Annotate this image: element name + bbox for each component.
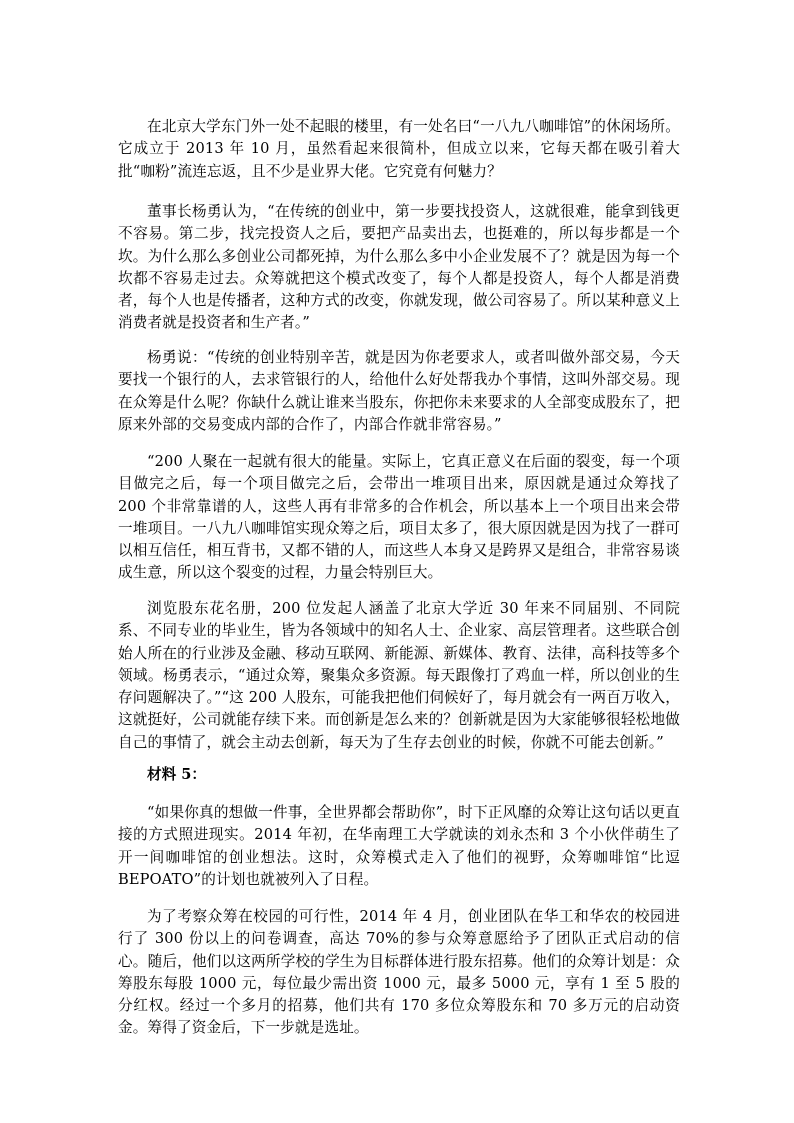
section-heading-material-5: 材料 5：	[147, 766, 207, 783]
paragraph-200-people-energy: “200 人聚在一起就有很大的能量。实际上，它真正意义在后面的裂变，每一个项目做完之后，每一个项目做完之后，会带出一堆项目出来，原因就是通过众筹找了 200 个非常靠谱的人，这些人再有非常多的合作机会，所以基本上一个项目出来会带一堆项目。一八九八咖啡馆实现众筹之后，项目太多了，很大原因就是因为找了一群可以相互信任，相互背书，又都不错的人，而这些人本身又是跨界又是组合，非常容易谈成生意，所以这个裂变的过程，力量会特别巨大。	[118, 453, 680, 582]
paragraph-chairman-view: 董事长杨勇认为，“在传统的创业中，第一步要找投资人，这就很难，能拿到钱更不容易。第二步，找完投资人之后，要把产品卖出去，也挺难的，所以每步都是一个坎。为什么那么多创业公司都死掉，为什么那么多中小企业发展不了？就是因为每一个坎都不容易走过去。众筹就把这个模式改变了，每个人都是投资人，每个人都是消费者，每个人也是传播者，这种方式的改变，你就发现，做公司容易了。所以某种意义上消费者就是投资者和生产者。”	[118, 203, 680, 332]
paragraph-bepoato-idea: “如果你真的想做一件事，全世界都会帮助你”，时下正风靡的众筹让这句话以更直接的方式照进现实。2014 年初，在华南理工大学就读的刘永杰和 3 个小伙伴萌生了开一间咖啡馆的创业想法。这时，众筹模式走入了他们的视野，众筹咖啡馆“比逗 BEPOATO”的计划也就被列入了日程。	[118, 804, 680, 888]
paragraph-traditional-startup: 杨勇说：“传统的创业特别辛苦，就是因为你老要求人，或者叫做外部交易，今天要找一个银行的人，去求管银行的人，给他什么好处帮我办个事情，这叫外部交易。现在众筹是什么呢？你缺什么就让谁来当股东，你把你未来要求的人全部变成股东了，把原来外部的交易变成内部的合作了，内部合作就非常容易。”	[118, 349, 680, 433]
paragraph-1888-cafe-intro: 在北京大学东门外一处不起眼的楼里，有一处名曰“一八九八咖啡馆”的休闲场所。它成立于 2013 年 10 月，虽然看起来很简朴，但成立以来，它每天都在吸引着大批“咖粉”流连忘返，且不少是业界大佬。它究竟有何魅力？	[118, 118, 680, 180]
paragraph-shareholder-roster: 浏览股东花名册，200 位发起人涵盖了北京大学近 30 年来不同届别、不同院系、不同专业的毕业生，皆为各领域中的知名人士、企业家、高层管理者。这些联合创始人所在的行业涉及金融、移动互联网、新能源、新媒体、教育、法律，高科技等多个领域。杨勇表示，“通过众筹，聚集众多资源。每天跟像打了鸡血一样，所以创业的生存问题解决了。”“这 200 人股东，可能我把他们伺候好了，每月就会有一两百万收入，这就挺好，公司就能存续下来。而创新是怎么来的？创新就是因为大家能够很轻松地做自己的事情了，就会主动去创新，每天为了生存去创业的时候，你就不可能去创新。”	[118, 600, 680, 751]
paragraph-campus-survey: 为了考察众筹在校园的可行性，2014 年 4 月，创业团队在华工和华农的校园进行了 300 份以上的问卷调查，高达 70%的参与众筹意愿给予了团队正式启动的信心。随后，他们以这两所学校的学生为目标群体进行股东招募。他们的众筹计划是：众筹股东每股 1000 元，每位最少需出资 1000 元，最多 5000 元，享有 1 至 5 股的分红权。经过一个多月的招募，他们共有 170 多位众筹股东和 70 多万元的启动资金。筹得了资金后，下一步就是选址。	[118, 908, 680, 1037]
